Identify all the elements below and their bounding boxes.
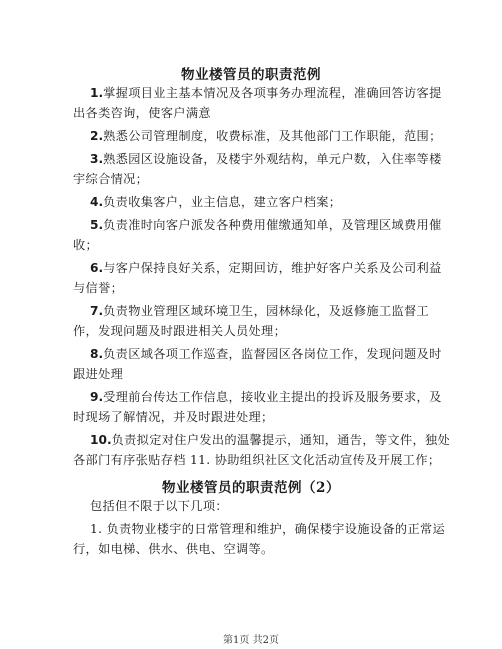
list-item-number: 8. [90,347,104,361]
list-item-number: 3. [90,152,104,166]
list-item-9-line-2: 时现场了解情况，并及时跟进处理； [73,410,274,424]
list-item-number: 1. [90,86,104,100]
list-item-number: 5. [90,218,104,232]
list-item-7-line-2: 作，发现问题及时跟进相关人员处理； [73,324,287,338]
list-item-3-line-2: 宇综合情况； [73,172,149,186]
list-item-3-line-1: 3.熟悉园区设施设备，及楼宇外观结构，单元户数，入住率等楼 [90,152,442,166]
page-footer: 第1页 共2页 [223,635,279,646]
list-item-number: 2. [90,129,104,143]
list-item-number: 10. [90,433,112,447]
list-item-number: 7. [90,304,104,318]
list-item-1-line-1: 1.掌握项目业主基本情况及各项事务办理流程，准确回答访客提 [90,86,442,100]
list-item-8-line-2: 跟进处理 [73,367,124,381]
list-item-8-line-1: 8.负责区域各项工作巡查，监督园区各岗位工作，发现问题及时 [90,347,442,361]
list-item-2-line-1: 2.熟悉公司管理制度，收费标准，及其他部门工作职能，范围； [90,129,442,143]
list-item-6-line-2: 与信誉； [73,281,124,295]
list-item-10-line-1: 10.负责拟定对住户发出的温馨提示，通知，通告，等文件，独处 [90,433,451,447]
list-item-1-line-2: 出各类咨询，使客户满意 [73,106,211,120]
list-item-5-line-2: 收； [73,238,99,252]
paragraph-1-line-2: 行，如电梯、供水、供电、空调等。 [73,542,274,556]
intro-paragraph: 包括但不限于以下几项： [90,499,228,513]
list-item-number: 6. [90,261,104,275]
section-title-2: 物业楼管员的职责范例（2） [162,480,340,496]
list-item-6-line-1: 6.与客户保持良好关系，定期回访，维护好客户关系及公司利益 [90,261,442,275]
list-item-number: 9. [90,390,104,404]
list-item-number: 4. [90,195,104,209]
list-item-4-line-1: 4.负责收集客户，业主信息，建立客户档案； [90,195,342,209]
document-title: 物业楼管员的职责范例 [181,67,321,83]
list-item-7-line-1: 7.负责物业管理区域环境卫生，园林绿化，及返修施工监督工 [90,304,430,318]
paragraph-1-line-1: 1. 负责物业楼宇的日常管理和维护，确保楼宇设施设备的正常运 [90,522,446,536]
list-item-5-line-1: 5.负责准时向客户派发各种费用催缴通知单，及管理区域费用催 [90,218,442,232]
list-item-9-line-1: 9.受理前台传达工作信息，接收业主提出的投诉及服务要求，及 [90,390,442,404]
list-item-10-line-2: 各部门有序张贴存档 11. 协助组织社区文化活动宣传及开展工作； [73,453,441,467]
